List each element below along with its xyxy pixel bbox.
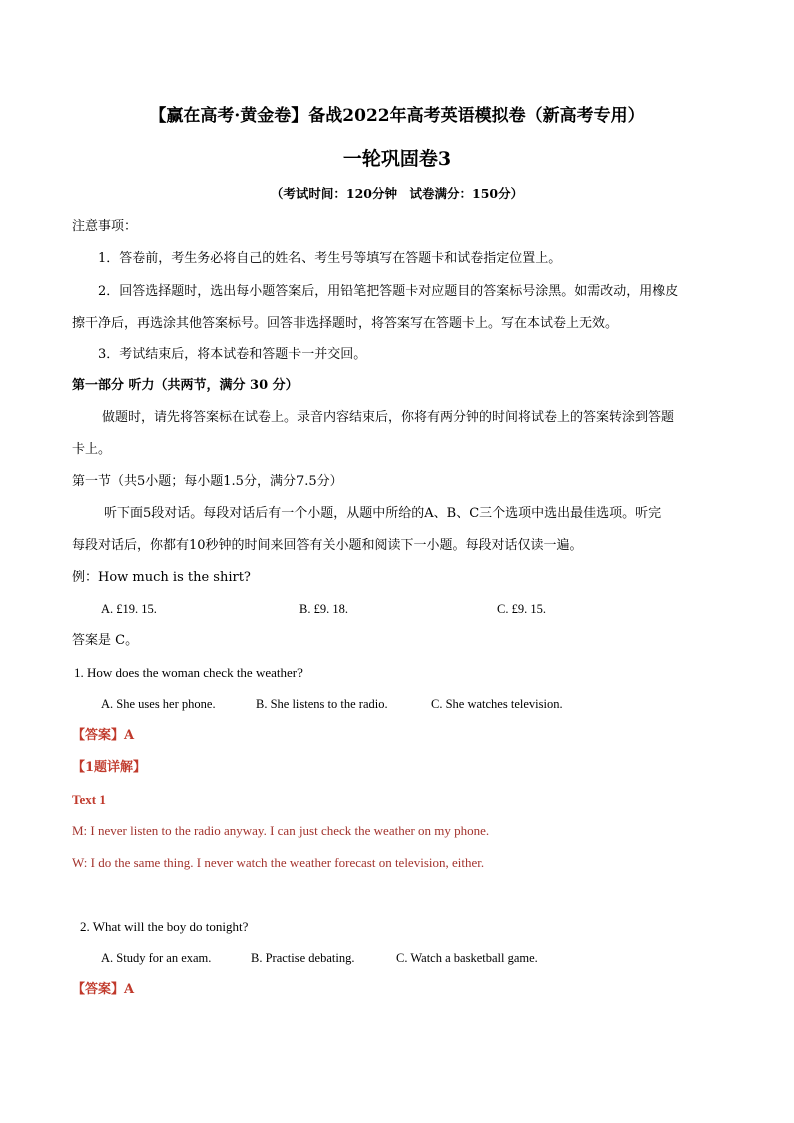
example-option-c: C. £9. 15. [497, 602, 546, 616]
notes-heading: 注意事项： [72, 219, 138, 234]
exam-subtitle: 一轮巩固卷3 [342, 148, 452, 170]
q2-question: 2. What will the boy do tonight? [80, 919, 249, 934]
example-option-b: B. £9. 18. [299, 602, 348, 616]
q1-option-b: B. She listens to the radio. [256, 697, 388, 711]
section1-intro: 听下面5段对话。每段对话后有一个小题，从题中所给的A、B、C三个选项中选出最佳选项。听完 [104, 506, 662, 521]
q1-detail-label: 【1题详解】 [72, 760, 147, 775]
q1-dialogue-woman: W: I do the same thing. I never watch the weather forecast on television, either. [72, 855, 485, 870]
q2-option-c: C. Watch a basketball game. [396, 951, 538, 965]
q2-option-b: B. Practise debating. [251, 951, 355, 965]
q1-answer: 【答案】A [72, 728, 135, 743]
exam-title: 【赢在高考·黄金卷】备战2022年高考英语模拟卷（新高考专用） [149, 106, 645, 126]
part1-intro: 做题时，请先将答案标在试卷上。录音内容结束后，你将有两分钟的时间将试卷上的答案转涂到答题 [102, 410, 675, 425]
exam-info: （考试时间：120分钟 试卷满分：150分） [270, 186, 524, 201]
example-answer: 答案是 C。 [72, 633, 139, 648]
note-item-3: 3．考试结束后，将本试卷和答题卡一并交回。 [98, 347, 367, 362]
q1-option-c: C. She watches television. [431, 697, 563, 711]
part1-heading: 第一部分 听力（共两节，满分 30 分） [72, 378, 299, 393]
example-option-a: A. £19. 15. [101, 602, 157, 616]
note-item-1: 1．答卷前，考生务必将自己的姓名、考生号等填写在答题卡和试卷指定位置上。 [98, 251, 562, 266]
q2-option-a: A. Study for an exam. [101, 951, 212, 965]
example-question: 例：How much is the shirt? [72, 570, 251, 585]
q2-answer: 【答案】A [72, 982, 135, 997]
section1-intro-cont: 每段对话后，你都有10秒钟的时间来回答有关小题和阅读下一小题。每段对话仅读一遍。 [72, 538, 583, 553]
note-item-2: 2．回答选择题时，选出每小题答案后，用铅笔把答题卡对应题目的答案标号涂黑。如需改动，用橡皮 [98, 284, 679, 299]
part1-intro-cont: 卡上。 [72, 442, 112, 457]
q1-text-label: Text 1 [72, 792, 106, 807]
q1-dialogue-man: M: I never listen to the radio anyway. I can just check the weather on my phone. [72, 823, 490, 838]
note-item-2-cont: 擦干净后，再选涂其他答案标号。回答非选择题时，将答案写在答题卡上。写在本试卷上无效。 [72, 316, 619, 331]
q1-question: 1. How does the woman check the weather? [74, 665, 303, 680]
q1-option-a: A. She uses her phone. [101, 697, 216, 711]
section1-heading: 第一节（共5小题；每小题1.5分，满分7.5分） [72, 474, 343, 489]
